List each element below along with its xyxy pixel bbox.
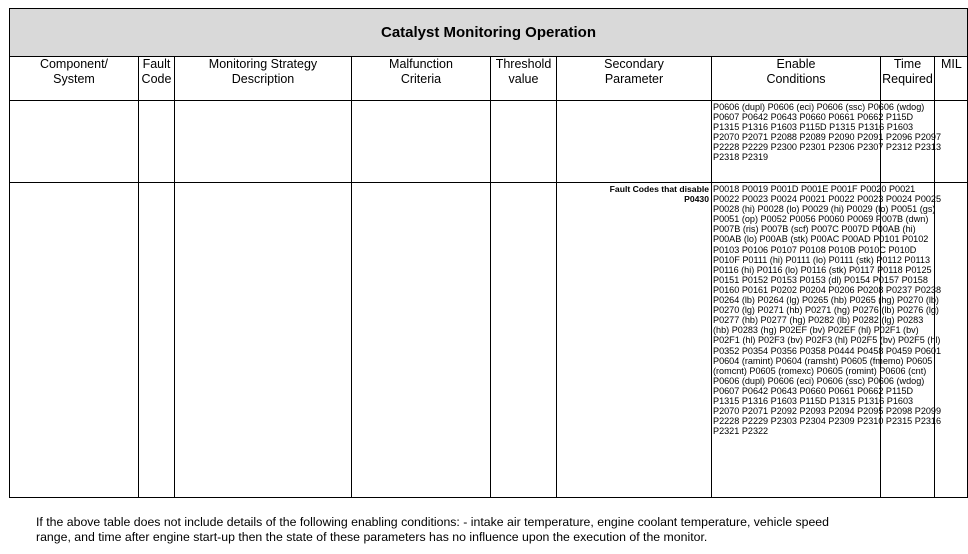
code-line: (hb) P0283 (hg) P02EF (bv) P02EF (hl) P02F1 (bv) <box>713 325 919 336</box>
cell-enable-conditions <box>712 183 942 498</box>
code-line: P0051 (op) P0052 P0056 P0060 P0069 P007B (dwn) <box>713 214 929 225</box>
footnote-line: If the above table does not include details of the following enabling conditions: - intake air temperature, engine coolant temperature, vehicle speed <box>36 515 829 529</box>
code-line: P0607 P0642 P0643 P0660 P0661 P0662 P115D <box>713 112 914 123</box>
code-line: P0607 P0642 P0643 P0660 P0661 P0662 P115D <box>713 385 914 396</box>
header-monitoring-strategy: Monitoring Strategy Description <box>175 57 352 101</box>
document-page <box>9 8 962 498</box>
secondary-code: P0430 <box>684 194 709 205</box>
code-line: (romcnt) P0605 (romexc) P0605 (romint) P0606 (cnt) <box>713 365 927 376</box>
code-line: P0264 (lb) P0264 (lg) P0265 (hb) P0265 (hg) P0270 (lb) <box>713 295 939 306</box>
cell-fault-code <box>139 101 175 183</box>
header-secondary-parameter: Secondary Parameter <box>557 57 712 101</box>
code-line: P2070 P2071 P2092 P2093 P2094 P2095 P2098 P2099 <box>713 406 942 417</box>
code-line: P0270 (lg) P0271 (hb) P0271 (hg) P0276 (lb) P0276 (lg) <box>713 305 939 316</box>
header-enable-conditions: Enable Conditions <box>712 57 881 101</box>
code-line: P0606 (dupl) P0606 (eci) P0606 (ssc) P0606 (wdog) <box>713 102 925 112</box>
header-component: Component/ System <box>10 57 139 101</box>
code-line: P1315 P1316 P1603 P115D P1315 P1316 P1603 <box>713 395 914 406</box>
code-line: P2228 P2229 P2300 P2301 P2306 P2307 P2312 P2313 <box>713 142 942 153</box>
secondary-label: Fault Codes that disable <box>609 184 709 194</box>
code-line: P1315 P1316 P1603 P115D P1315 P1316 P1603 <box>713 122 914 133</box>
header-malfunction-criteria: Malfunction Criteria <box>352 57 491 101</box>
code-line: P007B (ris) P007B (scf) P007C P007D P00AB (hi) <box>713 224 916 235</box>
code-line: P0277 (hb) P0277 (hg) P0282 (lb) P0282 (lg) P0283 <box>713 315 924 326</box>
table-row <box>10 101 968 183</box>
code-line: P0151 P0152 P0153 P0153 (dl) P0154 P0157 P0158 <box>713 274 928 285</box>
catalyst-monitoring-table <box>9 8 968 498</box>
code-line: P02F1 (hl) P02F3 (bv) P02F3 (hl) P02F5 (bv) P02F5 (hl) <box>713 335 941 346</box>
header-time-required: Time Required <box>881 57 935 101</box>
header-threshold-value: Threshold value <box>491 57 557 101</box>
code-line: P00AB (lo) P00AB (stk) P00AC P00AD P0101 P0102 <box>713 234 929 245</box>
cell-component <box>10 183 139 498</box>
code-line: P0028 (hi) P0028 (lo) P0029 (hi) P0029 (lo) P0051 (gs) <box>713 204 936 215</box>
code-line: P0018 P0019 P001D P001E P001F P0020 P0021 <box>713 184 916 194</box>
header-fault-code: Fault Code <box>139 57 175 101</box>
cell-enable-conditions <box>712 101 942 183</box>
code-line: P2070 P2071 P2088 P2089 P2090 P2091 P2096 P2097 <box>713 132 942 143</box>
footnote-line: range, and time after engine start-up then the state of these parameters has no influence upon the execution of the monitor. <box>36 530 708 544</box>
cell-malfunction <box>352 183 491 498</box>
code-line: P2228 P2229 P2303 P2304 P2309 P2310 P2315 P2316 <box>713 416 942 427</box>
cell-component <box>10 101 139 183</box>
table-title: Catalyst Monitoring Operation <box>10 9 968 57</box>
code-line: P0352 P0354 P0356 P0358 P0444 P0458 P0459 P0601 <box>713 345 942 356</box>
cell-threshold <box>491 183 557 498</box>
header-row <box>10 57 968 101</box>
cell-fault-code <box>139 183 175 498</box>
cell-secondary <box>557 101 712 183</box>
cell-threshold <box>491 101 557 183</box>
code-line: P0604 (ramint) P0604 (ramsht) P0605 (fmemo) P0605 <box>713 355 933 366</box>
code-line: P0103 P0106 P0107 P0108 P010B P010C P010D <box>713 244 917 255</box>
table-row <box>10 183 968 498</box>
code-line: P0160 P0161 P0202 P0204 P0206 P0208 P0237 P0238 <box>713 284 942 295</box>
code-line: P010F P0111 (hi) P0111 (lo) P0111 (stk) P0112 P0113 <box>713 254 931 265</box>
code-line: P0116 (hi) P0116 (lo) P0116 (stk) P0117 P0118 P0125 <box>713 264 932 275</box>
code-line: P2318 P2319 <box>713 152 769 163</box>
cell-secondary-parameter <box>557 183 712 498</box>
footnote <box>36 515 936 545</box>
code-line: P2321 P2322 <box>713 426 769 437</box>
cell-malfunction <box>352 101 491 183</box>
code-line: P0606 (dupl) P0606 (eci) P0606 (ssc) P0606 (wdog) <box>713 375 925 386</box>
code-line: P0022 P0023 P0024 P0021 P0022 P0023 P0024 P0025 <box>713 194 942 205</box>
header-mil: MIL <box>935 57 968 101</box>
cell-strategy <box>175 183 352 498</box>
cell-strategy <box>175 101 352 183</box>
